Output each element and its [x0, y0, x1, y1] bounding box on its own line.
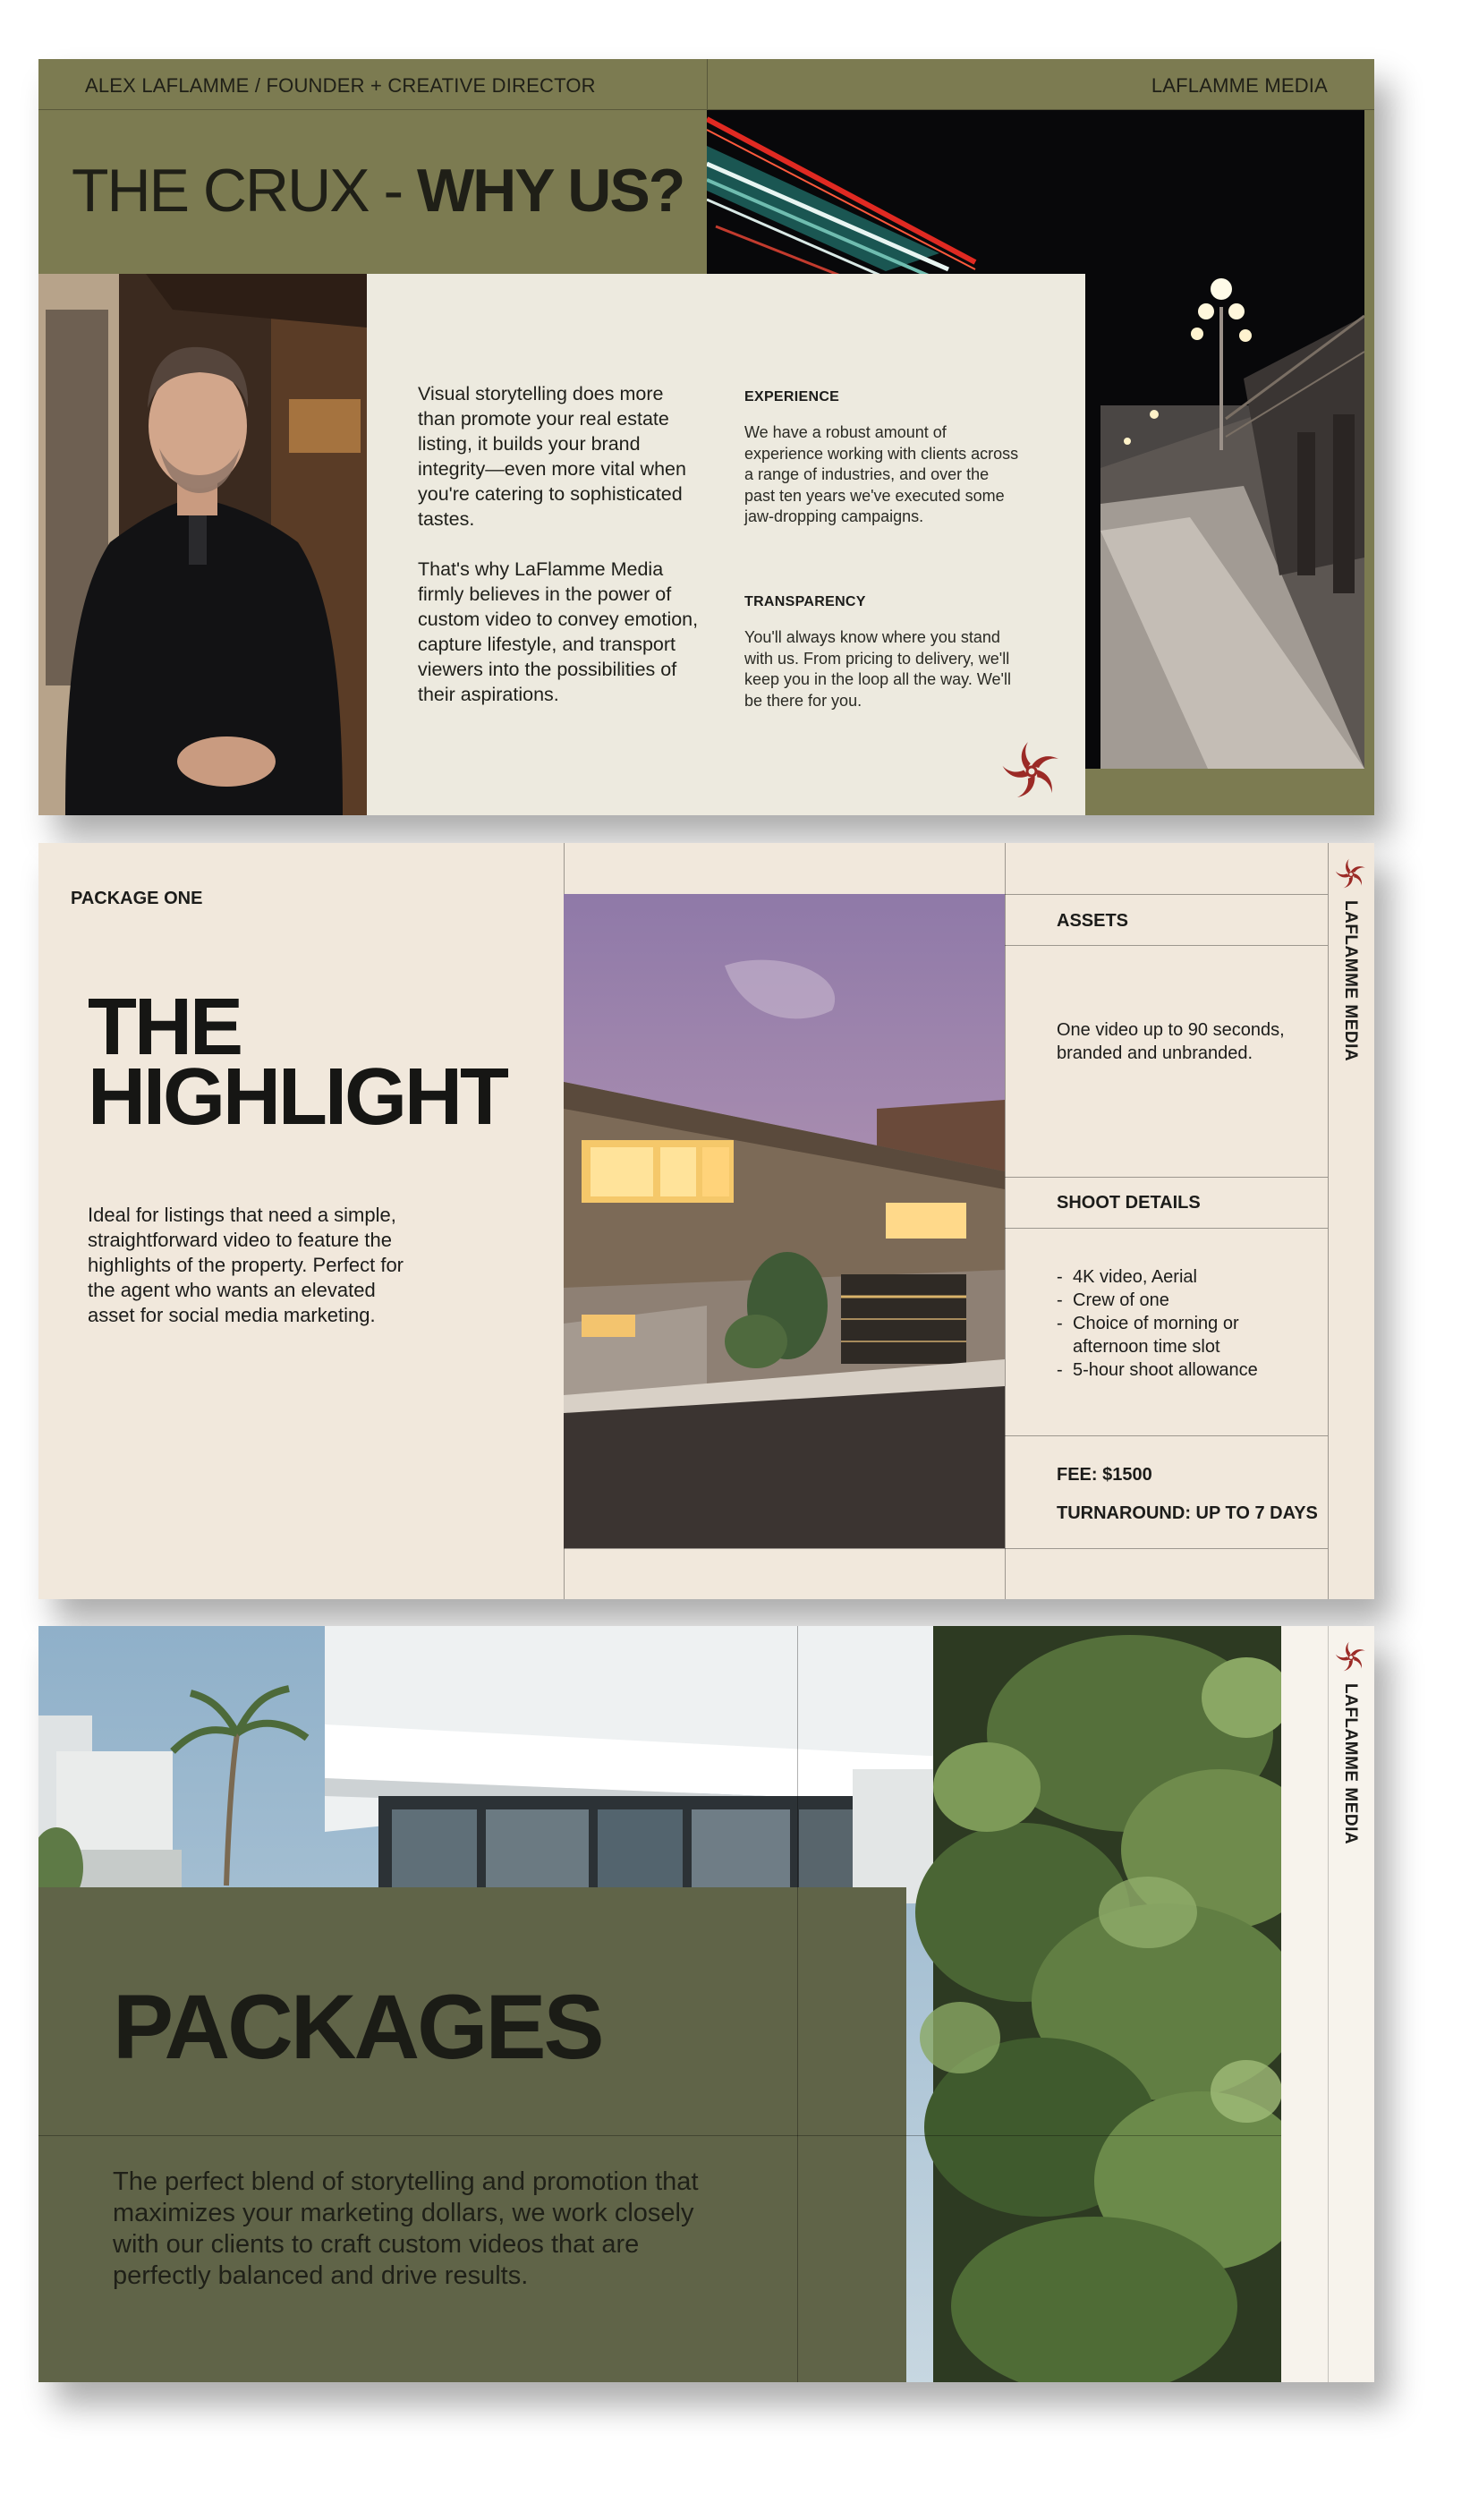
transparency-heading: TRANSPARENCY	[744, 594, 866, 609]
side-brand-label: LAFLAMME MEDIA	[1341, 900, 1360, 1062]
grid-line	[1328, 1626, 1329, 2382]
list-item: - Crew of one	[1057, 1290, 1169, 1310]
grid-line	[1328, 843, 1329, 1599]
grid-line	[38, 2135, 1281, 2136]
fee: FEE: $1500	[1057, 1465, 1152, 1485]
grid-line	[1005, 1435, 1328, 1436]
grid-line	[797, 1626, 798, 2382]
grid-line	[1005, 945, 1328, 946]
package-label: PACKAGE ONE	[71, 889, 203, 908]
shoot-detail: 5-hour shoot allowance	[1073, 1360, 1258, 1380]
list-item: - 4K video, Aerial	[1057, 1267, 1197, 1287]
shoot-details-list	[1057, 1265, 1307, 1382]
grid-line	[1005, 1228, 1328, 1229]
header-divider	[707, 59, 708, 109]
experience-text: We have a robust amount of experience working with clients across a range of industries, and over the past ten years we've executed some jaw-dropping campaigns.	[744, 423, 1019, 525]
title-light: THE CRUX -	[72, 157, 417, 225]
founder-credit: ALEX LAFLAMME / FOUNDER + CREATIVE DIRECTOR	[85, 74, 596, 97]
shoot-detail: Choice of morning or afternoon time slot	[1073, 1314, 1239, 1357]
packages-title: PACKAGES	[113, 1976, 602, 2078]
intro-paragraph-1: Visual storytelling does more than promote your real estate listing, it builds your brand integrity—even more vital when you're catering to sophisticated tastes.	[418, 383, 686, 530]
brand-name: LAFLAMME MEDIA	[1151, 74, 1328, 97]
page-package-one	[38, 843, 1374, 1599]
turnaround: TURNAROUND: UP TO 7 DAYS	[1057, 1503, 1318, 1523]
laflamme-logo-icon	[1334, 1640, 1368, 1674]
laflamme-logo-icon	[1334, 857, 1368, 891]
shoot-detail: Crew of one	[1073, 1290, 1169, 1310]
founder-photo	[38, 274, 367, 815]
list-item: - 5-hour shoot allowance	[1057, 1360, 1258, 1380]
transparency-text: You'll always know where you stand with us. From pricing to delivery, we'll keep you in the loop all the way. We'll be there for you.	[744, 628, 1011, 710]
side-brand-label: LAFLAMME MEDIA	[1341, 1683, 1360, 1845]
page-title	[72, 156, 684, 226]
assets-heading: ASSETS	[1057, 911, 1129, 931]
title-bold: WHY US?	[417, 157, 684, 225]
title-line-2: HIGHLIGHT	[88, 1052, 506, 1142]
modern-house-dusk-photo	[564, 894, 1005, 1548]
grid-line	[1005, 843, 1006, 1599]
title-line-1: THE	[88, 983, 241, 1072]
grid-line	[564, 1548, 1328, 1549]
experience-heading: EXPERIENCE	[744, 389, 840, 404]
page-packages	[38, 1626, 1374, 2382]
shoot-detail: 4K video, Aerial	[1073, 1267, 1197, 1287]
package-description: Ideal for listings that need a simple, straightforward video to feature the highlights of the property. Perfect for the agent who wants an elevated asset for social media marketing.	[88, 1204, 404, 1326]
package-title	[88, 983, 506, 1142]
packages-description: The perfect blend of storytelling and promotion that maximizes your marketing dollars, we work closely with our clients to craft custom videos that are perfectly balanced and drive results.	[113, 2167, 699, 2290]
why-us-card	[367, 274, 1085, 815]
shoot-details-heading: SHOOT DETAILS	[1057, 1193, 1201, 1213]
assets-text: One video up to 90 seconds, branded and unbranded.	[1057, 1020, 1285, 1063]
grid-line	[1005, 1177, 1328, 1178]
page-why-us	[38, 59, 1374, 815]
intro-paragraph-2: That's why LaFlamme Media firmly believes in the power of custom video to convey emotion, capture lifestyle, and transport viewers into the possibilities of their aspirations.	[418, 558, 699, 705]
list-item: - Choice of morning or afternoon time slot	[1057, 1312, 1307, 1358]
laflamme-logo-icon	[999, 739, 1064, 804]
